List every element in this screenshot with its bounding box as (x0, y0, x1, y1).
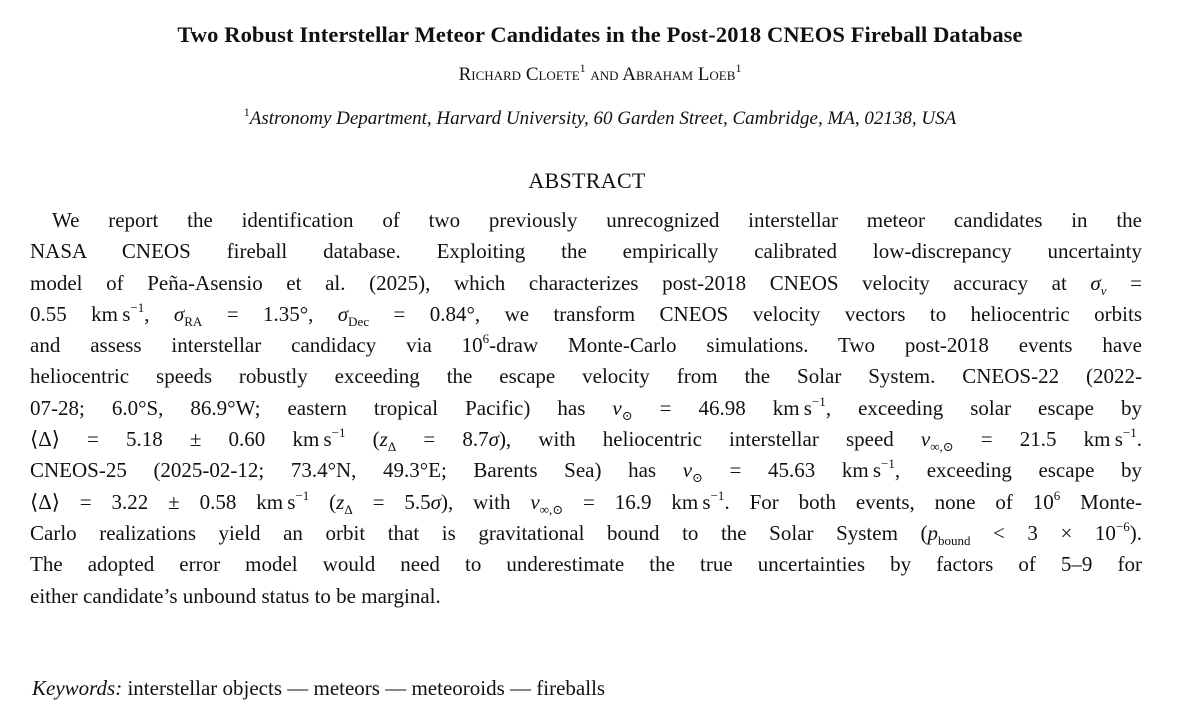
author-name: Abraham Loeb (622, 64, 736, 85)
affiliation-mark: 1 (579, 61, 586, 75)
keywords-list: interstellar objects — meteors — meteoroids — fireballs (127, 676, 606, 700)
abstract-line: NASA CNEOS fireball database. Exploiting the empirically calibrated low-discrepancy uncertainty (30, 239, 1142, 264)
abstract-line: heliocentric speeds robustly exceeding the escape velocity from the Solar System. CNEOS-22 (2022- (30, 364, 1142, 389)
abstract-line: ⟨Δ⟩ = 3.22 ± 0.58 km $s^{-1}$ $(z_\Delta = 5.5\sigma)$, with $v_{\infty,⊙} = 16.9$ km $s^{-1}$. For both events, none of $10^6$ Monte- (30, 487, 1142, 517)
abstract-line: model of Peña-Asensio et al. (2025), which characterizes post-2018 CNEOS velocity accuracy at $\sigma_v$ = (30, 270, 1142, 298)
abstract-line: Carlo realizations yield an orbit that is gravitational bound to the Solar System $(p_{bound} < 3 \times 10^{-6})$. (30, 518, 1142, 548)
paper-title: Two Robust Interstellar Meteor Candidates in the Post-2018 CNEOS Fireball Database (177, 22, 1023, 47)
abstract-heading: ABSTRACT (528, 168, 646, 193)
abstract-body (30, 205, 1142, 612)
affiliation-text: Astronomy Department, Harvard University, 60 Garden Street, Cambridge, MA, 02138, USA (249, 108, 957, 129)
keywords-label: Keywords: (32, 676, 123, 700)
abstract-line: The adopted error model would need to underestimate the true uncertainties by factors of 5–9 for (30, 552, 1142, 577)
affiliation-mark: 1 (735, 61, 742, 75)
author-conjunction: and (590, 64, 619, 85)
keywords (32, 676, 605, 701)
abstract-line: We report the identification of two previously unrecognized interstellar meteor candidates in the (52, 208, 1142, 232)
affiliation-mark: 1 (243, 105, 250, 119)
author-list (0, 61, 1200, 86)
author-name: Richard Cloete (458, 64, 580, 85)
abstract-line: and assess interstellar candidacy via $10^6$-draw Monte-Carlo simulations. Two post-2018 events have (30, 331, 1142, 358)
abstract-line: 0.55 km $s^{-1}$, $\sigma_{RA} = 1.35^\circ$, $\sigma_{Dec} = 0.84^\circ$, we transform CNEOS velocity vectors to heliocentric orbits (30, 299, 1142, 329)
affiliation (0, 105, 1200, 130)
abstract-line: ⟨Δ⟩ = 5.18 ± 0.60 km $s^{-1}$ $(z_\Delta = 8.7\sigma)$, with heliocentric interstellar speed $v_{\infty,⊙} = 21.5$ km $s^{-1}$. (30, 425, 1142, 455)
abstract-line: CNEOS-25 (2025-02-12; 73.4°N, 49.3°E; Barents Sea) has $v_⊙ = 45.63$ km $s^{-1}$, exceeding escape by (30, 456, 1142, 486)
abstract-line: either candidate’s unbound status to be marginal. (30, 583, 441, 608)
abstract-line: 07-28; 6.0°S, 86.9°W; eastern tropical Pacific) has $v_⊙ = 46.98$ km $s^{-1}$, exceeding solar escape by (30, 393, 1142, 423)
